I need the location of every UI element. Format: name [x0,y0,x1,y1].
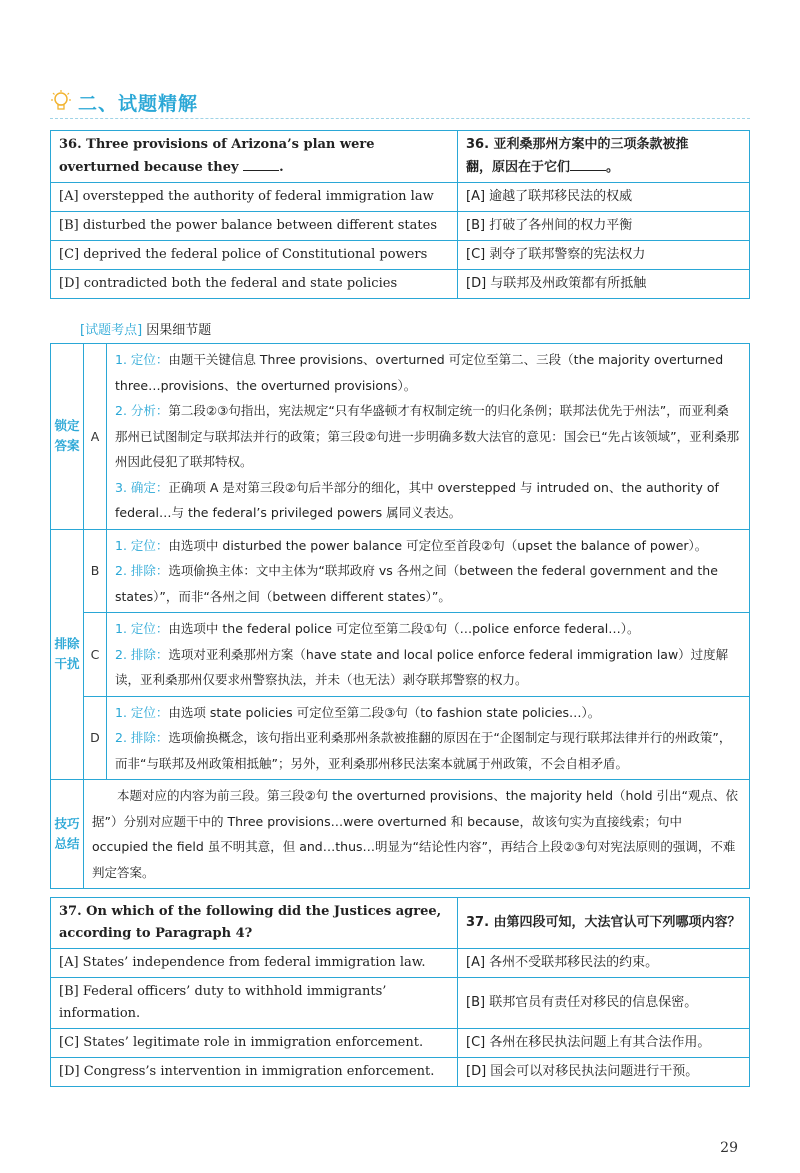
question-stem-row [51,131,750,183]
tip-summary: 本题对应的内容为前三段。第三段②句 the overturned provisions、the majority held（hold 引出“观点、依据”）分别对应题干中的 Three provisions…were overturned 和 because，故该句实为直接线索；句中 occupied the field 虽不明其意，但 and…thus…明显为“结论性内容”，再结合上段②③句对宪法原则的强调，不难判定答案。 [84,780,750,889]
option-en: [C] deprived the federal police of Constitutional powers [51,241,458,270]
analysis-row-a [51,344,750,530]
question-stem-en: 36. Three provisions of Arizona’s plan were overturned because they . [51,131,458,183]
option-row [51,270,750,299]
option-zh: [B] 联邦官员有责任对移民的信息保密。 [458,978,750,1029]
option-row [51,212,750,241]
option-letter: B [84,529,107,613]
section-header [50,86,750,119]
option-en: [C] States’ legitimate role in immigration enforcement. [51,1029,458,1058]
question-stem-en: 37. On which of the following did the Justices agree, according to Paragraph 4? [51,898,458,949]
analysis-body-b: 1. 定位：由选项中 disturbed the power balance 可定位至首段②句（upset the balance of power）。 2. 排除：选项偷换主体：文中主体为“联邦政府 vs 各州之间（between the federal government and the states）”，而非“各州之间（between different states）”。 [107,529,750,613]
option-en: [D] contradicted both the federal and state policies [51,270,458,299]
analysis-row-d [51,696,750,780]
question-36-table [50,130,750,299]
option-row [51,183,750,212]
analysis-row-c [51,613,750,697]
option-en: [A] overstepped the authority of federal immigration law [51,183,458,212]
section-title: 二、试题精解 [78,92,199,115]
lightbulb-icon [50,89,72,115]
option-zh: [A] 逾越了联邦移民法的权威 [458,183,750,212]
option-letter: A [84,344,107,530]
option-zh: [D] 国会可以对移民执法问题进行干预。 [458,1058,750,1087]
category-exclude: 排除干扰 [51,529,84,780]
analysis-row-tip [51,780,750,889]
option-zh: [D] 与联邦及州政策都有所抵触 [458,270,750,299]
option-row [51,1058,750,1087]
page-number: 29 [720,1140,738,1156]
option-zh: [C] 各州在移民执法问题上有其合法作用。 [458,1029,750,1058]
option-en: [B] Federal officers’ duty to withhold immigrants’ information. [51,978,458,1029]
question-stem-row [51,898,750,949]
option-letter: C [84,613,107,697]
option-en: [A] States’ independence from federal immigration law. [51,949,458,978]
option-row [51,978,750,1029]
option-row [51,949,750,978]
analysis-table [50,343,750,889]
option-en: [B] disturbed the power balance between different states [51,212,458,241]
analysis-row-b [51,529,750,613]
exam-point-value: 因果细节题 [146,323,212,338]
option-en: [D] Congress’s intervention in immigration enforcement. [51,1058,458,1087]
question-stem-zh: 37. 由第四段可知，大法官认可下列哪项内容？ [458,898,750,949]
exam-point-tag [80,319,211,338]
category-tip: 技巧总结 [51,780,84,889]
analysis-body-d: 1. 定位：由选项 state policies 可定位至第二段③句（to fashion state policies…）。 2. 排除：选项偷换概念，该句指出亚利桑那州条款被推翻的原因在于“企图制定与现行联邦法律并行的州政策”，而非“与联邦及州政策相抵触”；另外，亚利桑那州移民法案本就属于州政策，不会自相矛盾。 [107,696,750,780]
category-lock-answer: 锁定答案 [51,344,84,530]
option-letter: D [84,696,107,780]
question-stem-zh: 36. 亚利桑那州方案中的三项条款被推 翻，原因在于它们 。 [458,131,750,183]
option-row [51,1029,750,1058]
question-37-table [50,897,750,1087]
analysis-body-a: 1. 定位：由题干关键信息 Three provisions、overturned 可定位至第二、三段（the majority overturned three…provisions、the overturned provisions）。 2. 分析：第二段②③句指出，宪法规定“只有华盛顿才有权制定统一的归化条例；联邦法优先于州法”，而亚利桑那州已试图制定与联邦法并行的政策；第三段②句进一步明确多数大法官的意见：国会已“先占该领域”，亚利桑那州因此侵犯了联邦特权。 3. 确定：正确项 A 是对第三段②句后半部分的细化，其中 overstepped 与 intruded on、the authority of federal…与 the federal’s privileged powers 属同义表达。 [107,344,750,530]
option-zh: [C] 剥夺了联邦警察的宪法权力 [458,241,750,270]
option-row [51,241,750,270]
option-zh: [A] 各州不受联邦移民法的约束。 [458,949,750,978]
exam-point-label: [试题考点] [80,323,143,338]
option-zh: [B] 打破了各州间的权力平衡 [458,212,750,241]
analysis-body-c: 1. 定位：由选项中 the federal police 可定位至第二段①句（…police enforce federal…）。 2. 排除：选项对亚利桑那州方案（have state and local police enforce federal immigration law）过度解读，亚利桑那州仅要求州警察执法，并未（也无法）剥夺联邦警察的权力。 [107,613,750,697]
